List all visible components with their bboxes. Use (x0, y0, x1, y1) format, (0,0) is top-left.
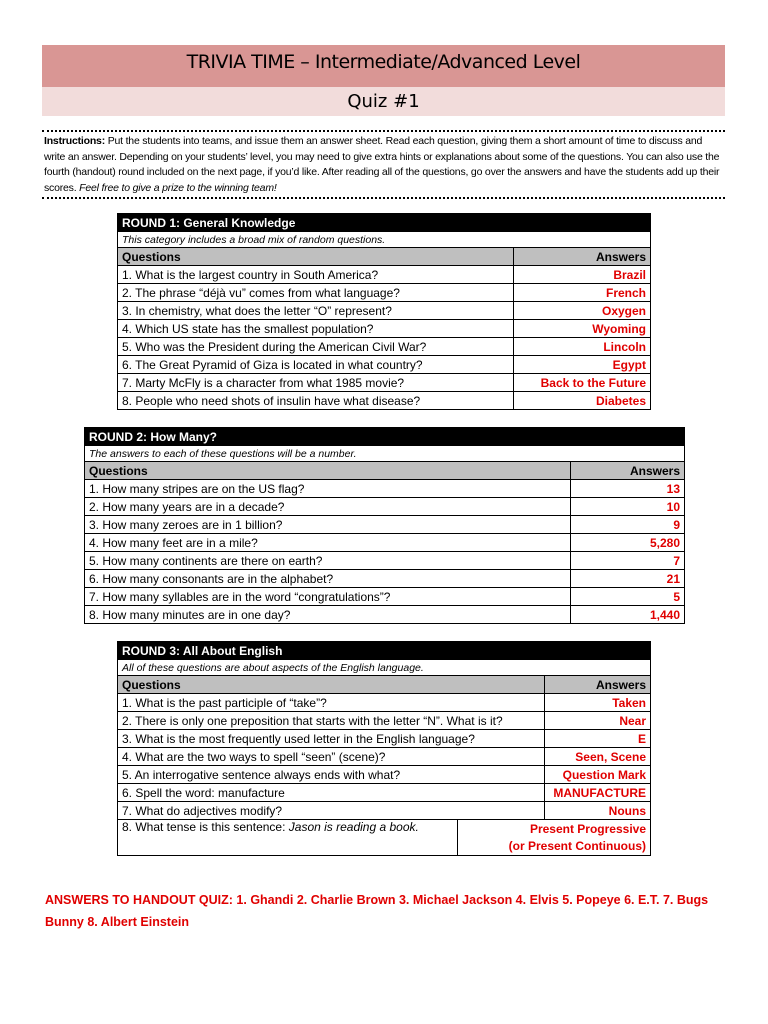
table-row (85, 552, 685, 570)
answer: 5,280 (571, 534, 685, 552)
answer: Egypt (514, 356, 651, 374)
answer: Diabetes (514, 392, 651, 410)
table-row (118, 730, 651, 748)
question: 1. What is the past participle of “take”? (118, 694, 545, 712)
answer: French (514, 284, 651, 302)
question: 7. What do adjectives modify? (118, 802, 545, 820)
questions-header: Questions (85, 462, 571, 480)
question: 4. What are the two ways to spell “seen” (scene)? (118, 748, 545, 766)
table-row (85, 570, 685, 588)
answers-header: Answers (571, 462, 685, 480)
answer: 5 (571, 588, 685, 606)
table-row (118, 820, 651, 856)
table-row (118, 766, 651, 784)
round-description: This category includes a broad mix of random questions. (118, 232, 651, 248)
question: 2. There is only one preposition that starts with the letter “N”. What is it? (118, 712, 545, 730)
round-description: All of these questions are about aspects of the English language. (118, 660, 651, 676)
question: 8. What tense is this sentence: (122, 820, 289, 834)
table-row (118, 338, 651, 356)
answer: 7 (571, 552, 685, 570)
table-row (85, 516, 685, 534)
question: 3. In chemistry, what does the letter “O” represent? (118, 302, 514, 320)
table-row (85, 480, 685, 498)
table-row (118, 284, 651, 302)
answer: Lincoln (514, 338, 651, 356)
table-row (118, 356, 651, 374)
answer: Nouns (545, 802, 651, 820)
table-row (118, 694, 651, 712)
quiz-subtitle: Quiz #1 (42, 87, 725, 116)
answer: Brazil (514, 266, 651, 284)
question: 7. Marty McFly is a character from what 1985 movie? (118, 374, 514, 392)
answer-alt: (or Present Continuous) (508, 838, 646, 853)
table-row (85, 588, 685, 606)
answers-header: Answers (514, 248, 651, 266)
question: 5. Who was the President during the American Civil War? (118, 338, 514, 356)
answer: Present Progressive (529, 821, 646, 836)
instructions-label: Instructions: (44, 135, 105, 147)
question-example: Jason is reading a book. (288, 820, 419, 834)
answer: Wyoming (514, 320, 651, 338)
answer: Taken (545, 694, 651, 712)
table-row (85, 498, 685, 516)
questions-header: Questions (118, 676, 545, 694)
round-1-table (117, 213, 651, 410)
question: 3. What is the most frequently used letter in the English language? (118, 730, 545, 748)
questions-header: Questions (118, 248, 514, 266)
question: 3. How many zeroes are in 1 billion? (85, 516, 571, 534)
question: 6. The Great Pyramid of Giza is located in what country? (118, 356, 514, 374)
round-description: The answers to each of these questions will be a number. (85, 446, 685, 462)
table-row (85, 534, 685, 552)
answer: Back to the Future (514, 374, 651, 392)
question: 2. How many years are in a decade? (85, 498, 571, 516)
page-title: TRIVIA TIME – Intermediate/Advanced Level (42, 45, 725, 87)
handout-answers: ANSWERS TO HANDOUT QUIZ: 1. Ghandi 2. Charlie Brown 3. Michael Jackson 4. Elvis 5. Popeye 6. E.T. 7. Bugs Bunny 8. Albert Einstein (45, 893, 709, 929)
question: 5. How many continents are there on earth? (85, 552, 571, 570)
answer: MANUFACTURE (545, 784, 651, 802)
question: 5. An interrogative sentence always ends with what? (118, 766, 545, 784)
question: 6. Spell the word: manufacture (118, 784, 545, 802)
table-row (118, 748, 651, 766)
round-2-table (84, 427, 685, 624)
question: 8. How many minutes are in one day? (85, 606, 571, 624)
table-row (85, 606, 685, 624)
answer: Near (545, 712, 651, 730)
instructions-text: Put the students into teams, and issue them an answer sheet. Read each question, giving them a short amount of time to discuss and write an answer. Depending on your students’ level, you may need to give extra hints or explanations about some of the questions. You can also use the fourth (handout) round included on the next page, if you’d like. After reading all of the questions, go over the answers and have the students add up their scores. (44, 135, 720, 194)
round-title: ROUND 1: General Knowledge (118, 214, 651, 232)
answer: Question Mark (545, 766, 651, 784)
round-3-table (117, 641, 651, 856)
question: 1. What is the largest country in South America? (118, 266, 514, 284)
question: 8. People who need shots of insulin have what disease? (118, 392, 514, 410)
answer: 1,440 (571, 606, 685, 624)
table-row (118, 374, 651, 392)
table-row (118, 266, 651, 284)
answer: 10 (571, 498, 685, 516)
answer: Oxygen (514, 302, 651, 320)
question: 7. How many syllables are in the word “congratulations”? (85, 588, 571, 606)
round-title: ROUND 3: All About English (118, 642, 651, 660)
answer: Seen, Scene (545, 748, 651, 766)
table-row (118, 320, 651, 338)
answer: 21 (571, 570, 685, 588)
question: 4. Which US state has the smallest population? (118, 320, 514, 338)
round-title: ROUND 2: How Many? (85, 428, 685, 446)
instructions (42, 130, 725, 199)
question: 6. How many consonants are in the alphabet? (85, 570, 571, 588)
question: 1. How many stripes are on the US flag? (85, 480, 571, 498)
question: 4. How many feet are in a mile? (85, 534, 571, 552)
answer: 9 (571, 516, 685, 534)
table-row (118, 712, 651, 730)
table-row (118, 784, 651, 802)
instructions-italic: Feel free to give a prize to the winning team! (79, 181, 277, 194)
answers-header: Answers (545, 676, 651, 694)
answer: 13 (571, 480, 685, 498)
question: 2. The phrase “déjà vu” comes from what language? (118, 284, 514, 302)
answer: E (545, 730, 651, 748)
table-row (118, 802, 651, 820)
table-row (118, 392, 651, 410)
table-row (118, 302, 651, 320)
